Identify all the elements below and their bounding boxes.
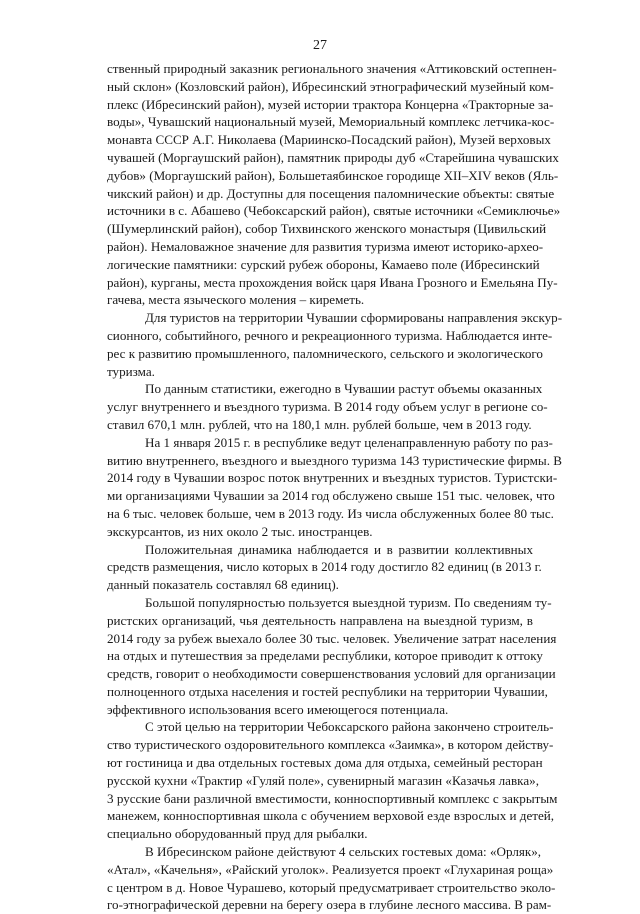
paragraph <box>107 541 542 594</box>
text-line: русской кухни «Трактир «Гуляй поле», сувенирный магазин «Казачья лавка», <box>107 772 539 788</box>
text-line: ственный природный заказник регионального значения «Аттиковский остепнен- <box>107 61 557 76</box>
text-line: туризма. <box>107 363 155 379</box>
text-line: По данным статистики, ежегодно в Чувашии растут объемы оказанных <box>145 381 543 397</box>
text-line: данный показатель составлял 68 единиц). <box>107 577 339 593</box>
paragraph <box>107 309 563 380</box>
paragraph <box>107 718 558 843</box>
text-line: средств, говорит о необходимости совершенствования условий для организации <box>107 666 556 682</box>
text-line: специально оборудованный пруд для рыбалки. <box>107 826 368 842</box>
text-line: монавта СССР А.Г. Николаева (Мариинско-Посадский район), Музей верховых <box>107 132 551 148</box>
text-line: средств размещения, число которых в 2014 году достигло 82 единиц (в 2013 г. <box>107 559 542 575</box>
paragraph <box>107 434 562 541</box>
text-line: Для туристов на территории Чувашии сформированы направления экскур- <box>145 310 563 326</box>
text-line: услуг внутреннего и въездного туризма. В 2014 году объем услуг в регионе со- <box>107 399 548 415</box>
text-line: район). Немаловажное значение для развития туризма имеют историко-архео- <box>107 238 544 254</box>
text-line: источники в с. Абашево (Чебоксарский район), святые источники «Семиключье» <box>107 203 561 219</box>
text-line: На 1 января 2015 г. в республике ведут целенаправленную работу по раз- <box>145 434 553 450</box>
text-line: витию внутреннего, въездного и выездного туризма 143 туристические фирмы. В <box>107 452 562 468</box>
text-line: экскурсантов, из них около 2 тыс. иностранцев. <box>107 523 373 539</box>
text-line: ный склон» (Козловский район), Ибресинский этнографический музейный ком- <box>107 78 554 94</box>
paragraph <box>107 60 561 309</box>
text-line: на 6 тыс. человек больше, чем в 2013 году. Из числа обслуженных более 80 тыс. <box>107 505 554 521</box>
text-line: логические памятники: сурский рубеж обороны, Камаево поле (Ибресинский <box>107 256 540 272</box>
text-line: 3 русские бани различной вместимости, конноспортивный комплекс с закрытым <box>107 790 558 806</box>
text-line: район), курганы, места прохождения войск царя Ивана Грозного и Емельяна Пу- <box>107 274 558 290</box>
page-number: 27 <box>313 38 327 53</box>
text-line: дубов» (Моргаушский район), Большетаябинское городище XII–XIV веков (Яль- <box>107 167 559 183</box>
text-line: гачева, места языческого моления – киреметь. <box>107 292 365 308</box>
text-line: С этой целью на территории Чебоксарского района закончено строитель- <box>145 719 554 735</box>
text-line: го-этнографической деревни на берегу озера в глубине лесного массива. В рам- <box>107 897 552 913</box>
text-line: (Шумерлинский район), собор Тихвинского женского монастыря (Цивильский <box>107 221 547 237</box>
text-line: чувашей (Моргаушский район), памятник природы дуб «Старейшина чувашских <box>107 149 559 165</box>
text-line: сионного, событийного, речного и рекреационного туризма. Наблюдается инте- <box>107 327 553 343</box>
text-line: Положительная динамика наблюдается и в развитии коллективных <box>145 541 533 557</box>
text-line: «Атал», «Качельня», «Райский уголок». Реализуется проект «Глухариная роща» <box>107 861 554 877</box>
text-body <box>107 60 563 914</box>
text-line: с центром в д. Новое Чурашево, который предусматривает строительство эколо- <box>107 879 556 895</box>
text-line: В Ибресинском районе действуют 4 сельских гостевых дома: «Орляк», <box>145 844 542 860</box>
text-line: ство туристического оздоровительного комплекса «Заимка», в котором действу- <box>107 737 554 753</box>
text-line: манежем, конноспортивная школа с обучением верховой езде взрослых и детей, <box>107 808 555 824</box>
text-line: 2014 году в Чувашии возрос поток внутренних и въездных туристов. Туристски- <box>107 470 558 486</box>
text-line: эффективного использования всего имеющегося потенциала. <box>107 701 449 717</box>
text-line: рес к развитию промышленного, паломнического, сельского и экологического <box>107 345 543 361</box>
text-line: полноценного отдыха населения и гостей республики на территории Чувашии, <box>107 683 548 699</box>
text-line: ристских организаций, чья деятельность направлена на выездной туризм, в <box>107 612 533 628</box>
paragraph <box>107 380 548 433</box>
text-line: ставил 670,1 млн. рублей, что на 180,1 млн. рублей больше, чем в 2013 году. <box>107 416 532 432</box>
text-line: воды», Чувашский национальный музей, Мемориальный комплекс летчика-кос- <box>107 114 555 130</box>
text-line: Большой популярностью пользуется выездной туризм. По сведениям ту- <box>145 594 552 610</box>
text-line: ми организациями Чувашии за 2014 год обслужено свыше 151 тыс. человек, что <box>107 488 555 504</box>
text-line: ют гостиница и два отдельных гостевых дома для отдыха, семейный ресторан <box>107 755 543 771</box>
text-line: на отдых и путешествия за пределами республики, которое приводит к оттоку <box>107 648 543 664</box>
text-line: 2014 году за рубеж выехало более 30 тыс. человек. Увеличение затрат населения <box>107 630 557 646</box>
paragraph <box>107 843 556 914</box>
text-line: плекс (Ибресинский район), музей истории трактора Концерна «Тракторные за- <box>107 96 554 112</box>
paragraph <box>107 594 557 719</box>
text-line: чикский район) и др. Доступны для посещения паломнические объекты: святые <box>107 185 555 201</box>
